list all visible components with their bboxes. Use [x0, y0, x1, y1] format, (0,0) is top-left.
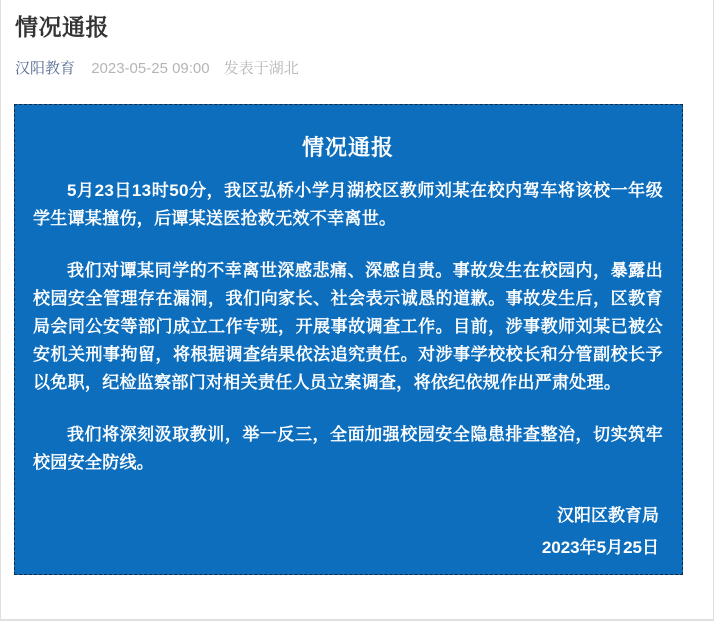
notice-signature: [33, 501, 663, 563]
notice-box: [14, 104, 683, 575]
account-name-link[interactable]: 汉阳教育: [15, 60, 76, 77]
notice-paragraph: 我们对谭某同学的不幸离世深感悲痛、深感自责。事故发生在校园内，暴露出校园安全管理存在漏洞，我们向家长、社会表示诚恳的道歉。事故发生后，区教育局会同公安等部门成立工作专班，开展事故调查工作。目前，涉事教师刘某已被公安机关刑事拘留，将根据调查结果依法追究责任。对涉事学校校长和分管副校长予以免职，纪检监察部门对相关责任人员立案调查，将依纪依规作出严肃处理。: [33, 261, 663, 392]
notice-paragraph: 5月23日13时50分，我区弘桥小学月湖校区教师刘某在校内驾车将该校一年级学生谭某撞伤，后谭某送医抢救无效不幸离世。: [33, 181, 663, 228]
publish-datetime: 2023-05-25 09:00: [91, 60, 210, 77]
signature-org: 汉阳区教育局: [557, 506, 659, 525]
notice-body: [33, 177, 663, 477]
signature-date: 2023年5月25日: [541, 538, 659, 557]
byline: [15, 59, 699, 79]
notice-title: 情况通报: [301, 135, 394, 160]
page-title: 情况通报: [15, 14, 109, 40]
article-header: [1, 0, 713, 79]
notice-paragraph: 我们将深刻汲取教训，举一反三，全面加强校园安全隐患排查整治，切实筑牢校园安全防线。: [33, 425, 663, 472]
publish-location: 发表于湖北: [223, 60, 299, 77]
